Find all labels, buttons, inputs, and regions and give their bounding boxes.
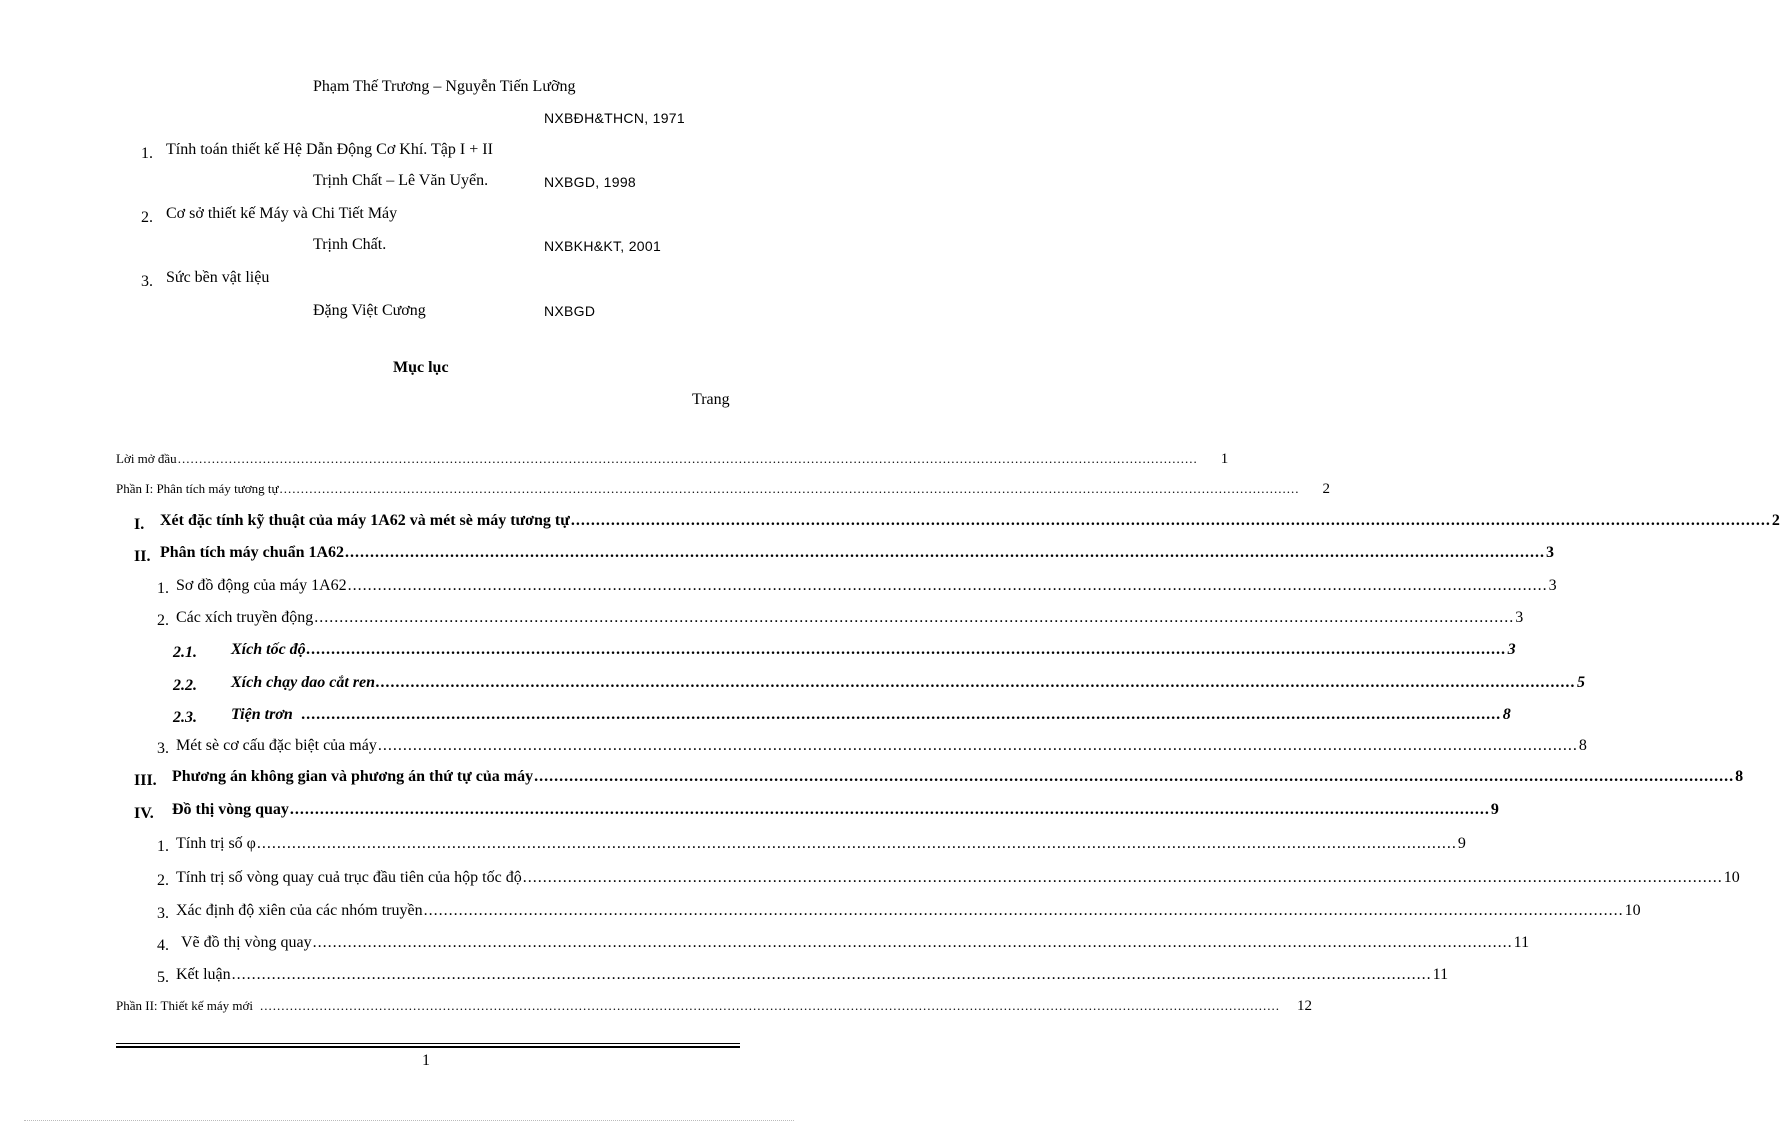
toc-row-III[interactable] xyxy=(134,768,1744,789)
toc-page: 11 xyxy=(1432,966,1449,983)
toc-page: 12 xyxy=(1296,998,1312,1014)
toc-leader-dots: ................................................................................................................................................................................................................................................ xyxy=(347,577,1548,594)
toc-number: 1. xyxy=(157,580,169,597)
toc-number: 3. xyxy=(157,905,169,922)
toc-row-IV-2[interactable] xyxy=(157,869,1740,889)
toc-leader-dots: ................................................................................................................................................................................................................................................ xyxy=(345,544,1546,561)
toc-leader-dots: ................................................................................................................................................................................................................................................ xyxy=(231,966,1432,983)
toc-page: 8 xyxy=(1578,737,1587,754)
toc-label: Phân tích máy chuẩn 1A62 xyxy=(160,544,345,561)
toc-page: 2 xyxy=(1322,481,1331,497)
toc-row-IV-4[interactable] xyxy=(157,934,1530,954)
toc-row-2-2[interactable] xyxy=(173,674,1585,694)
ref2-number: 2. xyxy=(141,209,153,226)
toc-label: Đồ thị vòng quay xyxy=(172,801,289,818)
toc-row-II-3[interactable] xyxy=(157,737,1587,757)
toc-row-phan-2[interactable] xyxy=(116,998,1312,1015)
toc-label: Lời mở đầu xyxy=(116,451,177,466)
toc-number: 2.3. xyxy=(173,709,197,726)
toc-row-II-2[interactable] xyxy=(157,609,1524,629)
toc-row-IV-1[interactable] xyxy=(157,835,1466,855)
toc-label: Kết luận xyxy=(176,966,231,983)
toc-label: Xác định độ xiên của các nhóm truyền xyxy=(176,902,423,919)
toc-row-II-1[interactable] xyxy=(157,577,1557,597)
toc-number: 4. xyxy=(157,937,169,954)
ref3-title: Sức bền vật liệu xyxy=(166,269,270,286)
toc-label: Các xích truyền động xyxy=(176,609,314,626)
toc-page: 10 xyxy=(1723,869,1740,886)
toc-row-IV-5[interactable] xyxy=(157,966,1449,986)
toc-leader-dots: ................................................................................................................................................................................................................................................ xyxy=(306,641,1507,658)
ref0-publisher: NXBĐH&THCN, 1971 xyxy=(544,110,685,126)
toc-leader-dots: ................................................................................................................................................................................................................................................ xyxy=(312,934,1513,951)
footer-rule-top xyxy=(116,1043,740,1044)
toc-leader-dots: ................................................................................................................................................................................................................................................ xyxy=(570,512,1771,529)
toc-leader-dots: ................................................................................................................................................................................................................................................ xyxy=(377,737,1578,754)
toc-leader-dots: ................................................................................................................................................................................................................................................ xyxy=(423,902,1624,919)
toc-page-column-label: Trang xyxy=(692,391,730,408)
toc-number: 5. xyxy=(157,969,169,986)
toc-leader-dots: ................................................................................................................................................................................................................................................ xyxy=(376,674,1576,691)
toc-row-2-3[interactable] xyxy=(173,706,1511,726)
toc-leader-dots: ................................................................................................................................................................................................................................................ xyxy=(314,609,1515,626)
toc-number: IV. xyxy=(134,805,154,822)
toc-page: 11 xyxy=(1513,934,1530,951)
page-number: 1 xyxy=(422,1052,430,1069)
toc-page: 3 xyxy=(1548,577,1557,594)
toc-label: Phần II: Thiết kế máy mới xyxy=(116,998,253,1013)
footer-rule-bottom xyxy=(116,1046,740,1048)
toc-page: 3 xyxy=(1507,641,1516,658)
toc-label: Mét sè cơ cấu đặc biệt của máy xyxy=(176,737,377,754)
toc-number: 1. xyxy=(157,838,169,855)
toc-label: Phương án không gian và phương án thứ tự của máy xyxy=(172,768,534,785)
ref1-title: Tính toán thiết kế Hệ Dẫn Động Cơ Khí. Tập I + II xyxy=(166,141,493,158)
ref3-number: 3. xyxy=(141,273,153,290)
toc-label: Vẽ đồ thị vòng quay xyxy=(181,934,312,951)
toc-row-2-1[interactable] xyxy=(173,641,1516,661)
toc-row-I[interactable] xyxy=(134,512,1780,533)
toc-row-IV[interactable] xyxy=(134,801,1499,822)
toc-number: 2. xyxy=(157,872,169,889)
toc-leader-dots: ................................................................................................................................................................................................................................................ xyxy=(289,801,1490,818)
toc-page: 10 xyxy=(1624,902,1641,919)
toc-label: Tính trị số φ xyxy=(176,835,256,852)
ref0-authors: Phạm Thế Trương – Nguyễn Tiến Lưỡng xyxy=(313,78,576,95)
ref2-publisher: NXBKH&KT, 2001 xyxy=(544,238,662,254)
toc-leader-dots: ................................................................................................................................................................................................................................................ xyxy=(177,451,1198,466)
toc-label: Tiện trơn xyxy=(231,706,293,723)
toc-row-loi-mo-dau[interactable] xyxy=(116,451,1229,468)
toc-leader-dots: ................................................................................................................................................................................................................................................ xyxy=(301,706,1502,723)
toc-page: 2 xyxy=(1771,512,1780,529)
ref1-number: 1. xyxy=(141,145,153,162)
ref2-title: Cơ sở thiết kế Máy và Chi Tiết Máy xyxy=(166,205,398,222)
page-bottom-dotted-border xyxy=(24,1120,794,1121)
toc-leader-dots: ................................................................................................................................................................................................................................................ xyxy=(259,998,1280,1013)
toc-label: Tính trị số vòng quay cuả trục đầu tiên của hộp tốc độ xyxy=(176,869,522,886)
toc-label: Xét đặc tính kỹ thuật của máy 1A62 và mét sè máy tương tự xyxy=(160,512,570,529)
toc-number: 2. xyxy=(157,612,169,629)
toc-number: 3. xyxy=(157,740,169,757)
toc-label: Phần I: Phân tích máy tương tự xyxy=(116,481,279,496)
toc-page: 5 xyxy=(1577,674,1585,691)
toc-page: 9 xyxy=(1490,801,1499,818)
toc-page: 8 xyxy=(1502,706,1511,723)
toc-heading: Mục lục xyxy=(393,359,449,376)
toc-page: 3 xyxy=(1546,544,1555,561)
toc-leader-dots: ................................................................................................................................................................................................................................................ xyxy=(279,481,1300,496)
toc-number: 2.1. xyxy=(173,644,197,661)
toc-leader-dots: ................................................................................................................................................................................................................................................ xyxy=(534,768,1735,785)
toc-number: 2.2. xyxy=(173,677,197,694)
toc-row-phan-1[interactable] xyxy=(116,481,1331,498)
ref3-authors: Đặng Việt Cương xyxy=(313,302,426,319)
toc-page: 9 xyxy=(1457,835,1466,852)
toc-number: III. xyxy=(134,772,157,789)
ref1-publisher: NXBGD, 1998 xyxy=(544,174,637,190)
toc-row-IV-3[interactable] xyxy=(157,902,1641,922)
ref3-publisher: NXBGD xyxy=(544,303,596,319)
toc-number: II. xyxy=(134,548,151,565)
toc-page: 3 xyxy=(1515,609,1524,626)
toc-number: I. xyxy=(134,516,145,533)
toc-page: 8 xyxy=(1735,768,1744,785)
toc-leader-dots: ................................................................................................................................................................................................................................................ xyxy=(256,835,1457,852)
ref2-authors: Trịnh Chất. xyxy=(313,236,387,253)
ref1-authors: Trịnh Chất – Lê Văn Uyển. xyxy=(313,172,489,189)
toc-label: Xích chạy dao cắt ren xyxy=(231,674,375,691)
toc-label: Sơ đồ động của máy 1A62 xyxy=(176,577,347,594)
toc-label: Xích tốc độ xyxy=(231,641,306,658)
toc-page: 1 xyxy=(1220,451,1229,467)
toc-leader-dots: ................................................................................................................................................................................................................................................ xyxy=(522,869,1723,886)
toc-row-II[interactable] xyxy=(134,544,1555,565)
